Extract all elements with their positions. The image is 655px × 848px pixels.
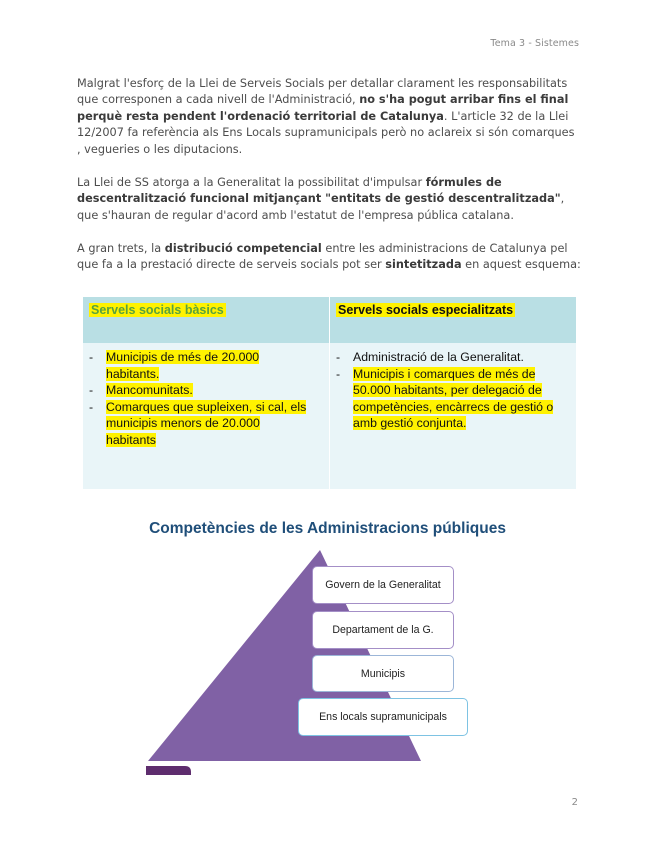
dash: -	[89, 399, 94, 414]
list-item-text: Mancomunitats.	[106, 383, 193, 398]
paragraph-2-text-a: La Llei de SS atorga a la Generalitat la possibilitat d'impulsar	[77, 176, 426, 189]
pyramid-level-2: Departament de la G.	[312, 611, 454, 649]
list-item-text: Administració de la Generalitat.	[353, 350, 524, 364]
diagram-title: Competències de les Administracions públiques	[149, 520, 506, 537]
page-header: Tema 3 - Sistemes	[490, 38, 579, 49]
pyramid-level-3: Municipis	[312, 655, 454, 692]
paragraph-1-bold: no s'ha pogut arribar fins el final perquè resta pendent l'ordenació territorial de Catalunya	[77, 93, 569, 123]
header-specialized-services: Servels socials especialitzats	[338, 303, 514, 317]
pyramid-level-4: Ens locals supramunicipals	[298, 698, 468, 736]
header-basic-services: Servels socials bàsics	[91, 303, 224, 317]
dash: -	[336, 366, 341, 381]
paragraph-3-text-a: A gran trets, la	[77, 242, 165, 255]
paragraph-2-text-b: , que s'hauran de regular d'acord amb l'estatut de l'empresa pública catalana.	[77, 192, 565, 222]
list-item-text: Municipis i comarques de més de 50.000 habitants, per delegació de competències, encàrrecs de gestió o amb gestió conjunta.	[353, 366, 554, 431]
list-item-text: Comarques que supleixen, si cal, els municipis menors de 20.000 habitants	[106, 399, 307, 447]
paragraph-3-text-c: en aquest esquema:	[461, 258, 581, 272]
dash: -	[336, 350, 341, 364]
paragraph-3-bold-b: sintetitzada	[385, 258, 462, 272]
page-number: 2	[571, 797, 578, 808]
paragraph-1-text-b: . L'article 32 de la Llei 12/2007 fa referència als Ens Locals supramunicipals però no aclareix si són comarques , vegueries o les diputacions.	[77, 109, 575, 156]
list-item-text: Municipis de més de 20.000 habitants.	[106, 350, 260, 381]
pyramid-level-1: Govern de la Generalitat	[312, 566, 454, 604]
dash: -	[89, 350, 94, 364]
paragraph-1-text-a: Malgrat l'esforç de la Llei de Serveis Socials per detallar clarament les responsabilitats que corresponen a cada nivell de l'Administració,	[77, 77, 568, 107]
paragraph-3-text-b: entre les administracions de Catalunya pel que fa a la prestació directe de serveis socials pot ser	[77, 242, 568, 272]
paragraph-2-bold: fórmules de descentralització funcional mitjançant "entitats de gestió descentralitzada"	[77, 176, 561, 206]
dash: -	[89, 383, 94, 398]
paragraph-3-bold-a: distribució competencial	[164, 242, 322, 255]
pyramid-base-fragment	[146, 766, 191, 775]
